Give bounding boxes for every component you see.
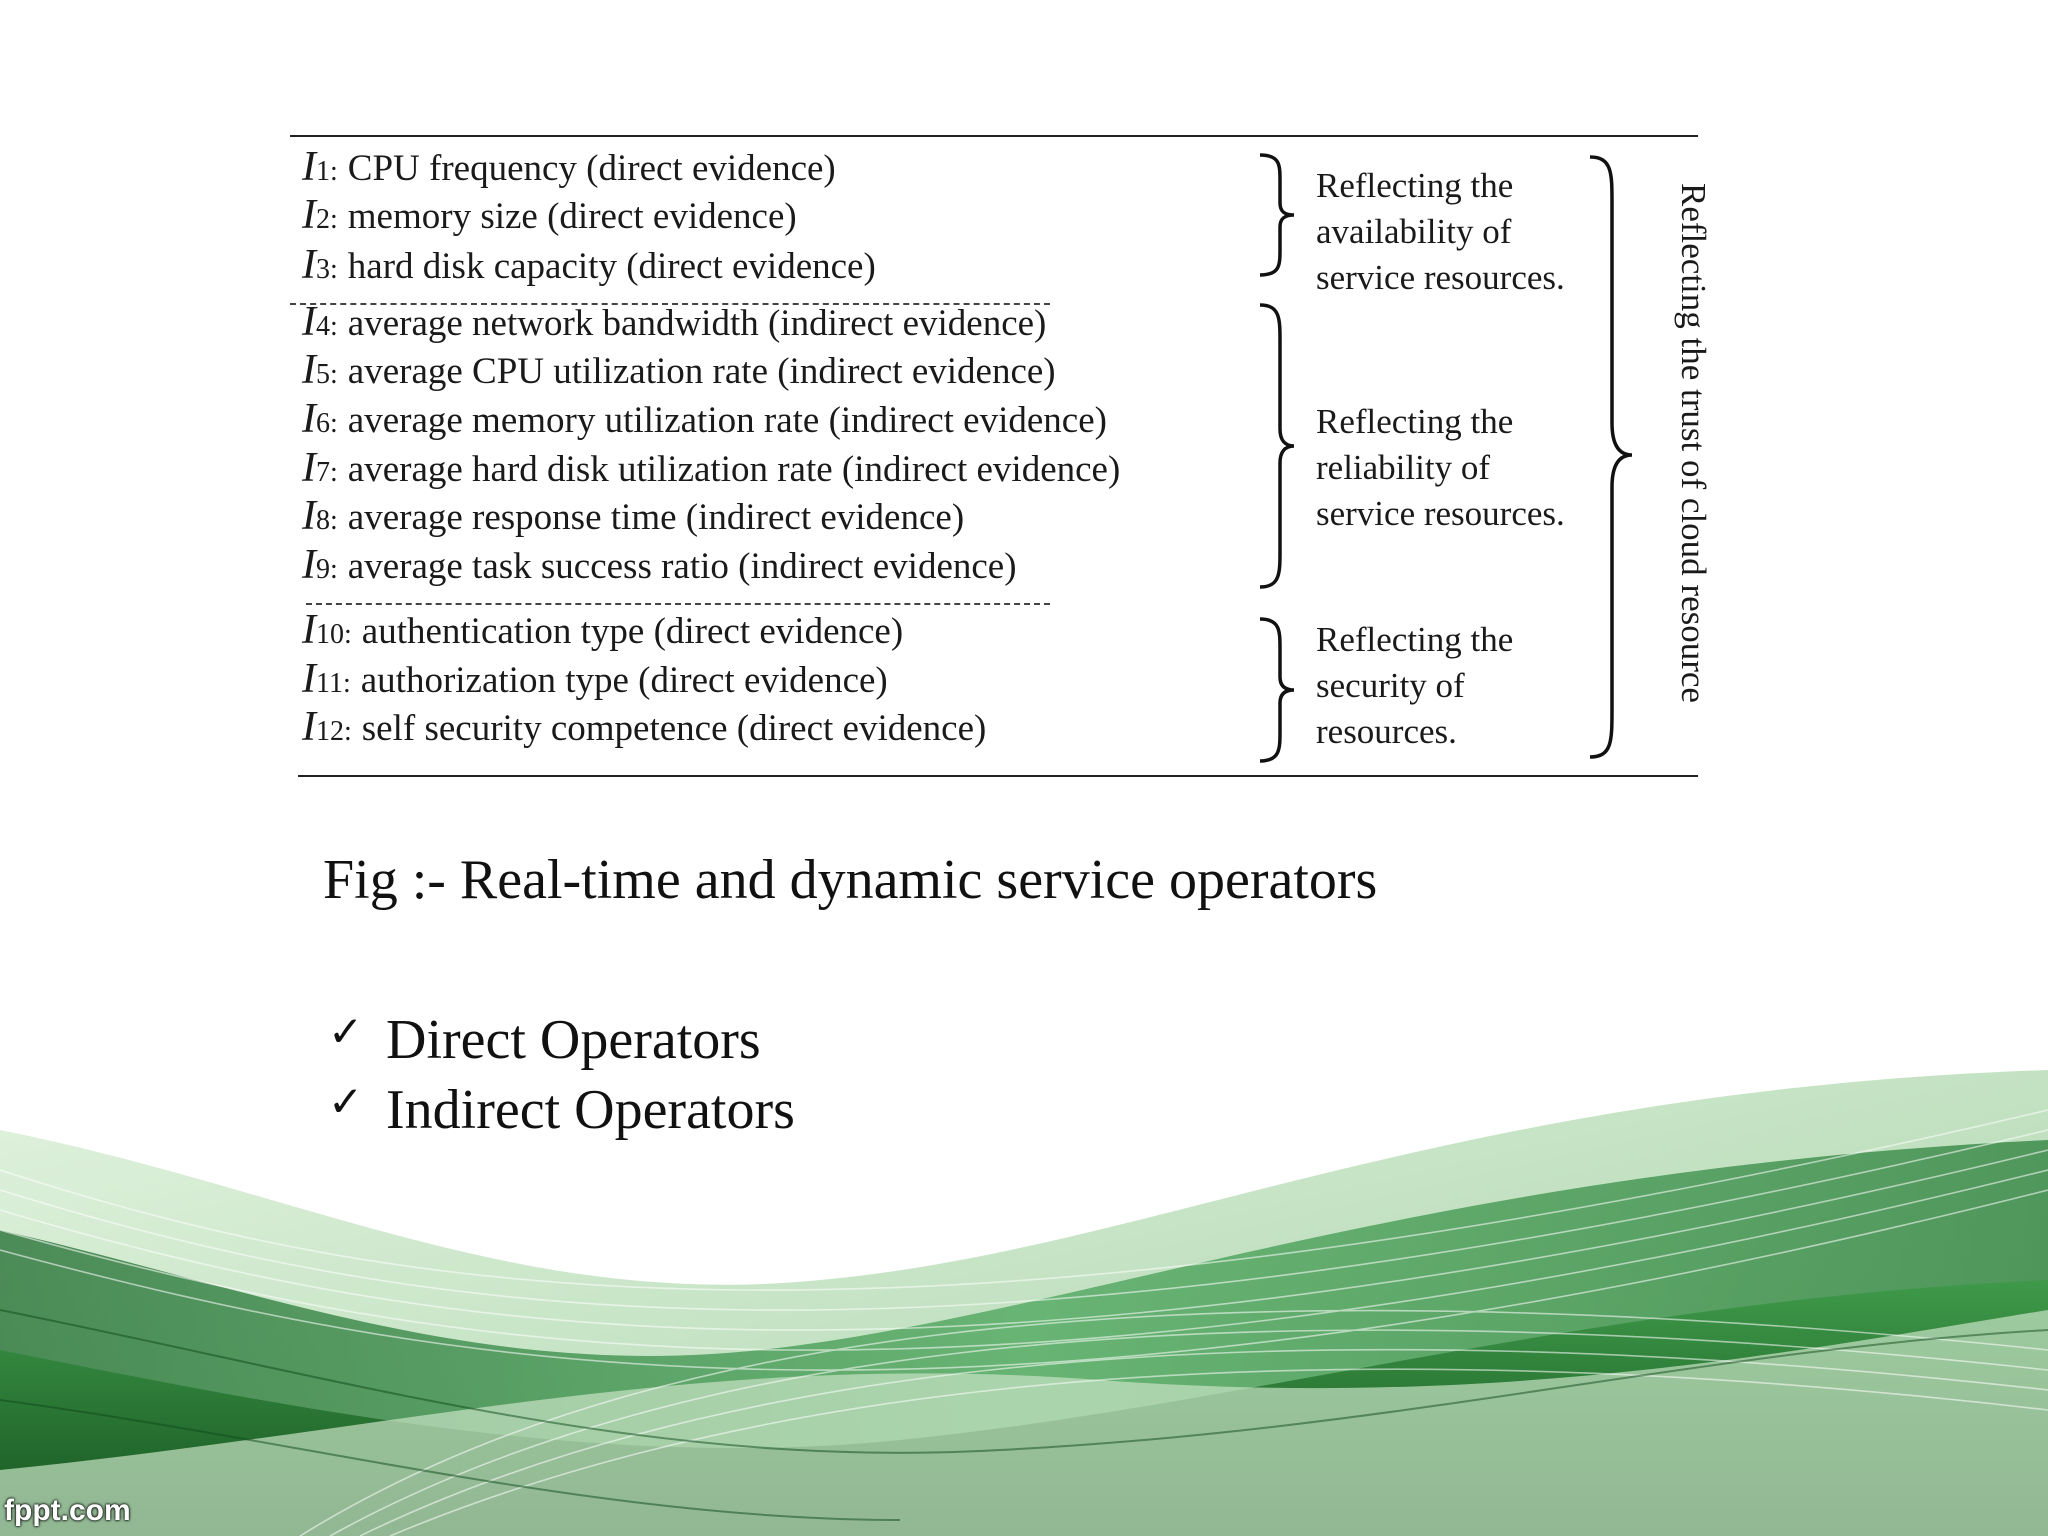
indicator-index: 3: (316, 254, 338, 285)
group-label-line: security of (1316, 666, 1465, 705)
indicator-index: 4: (316, 311, 338, 342)
indicator-text: average task success ratio (indirect evidence) (347, 546, 1017, 587)
bottom-rule (298, 775, 1698, 777)
indicator-index: 10: (316, 619, 352, 650)
fppt-logo: fppt.com (4, 1494, 131, 1527)
overall-trust-label: Reflecting the trust of cloud resource (1674, 183, 1713, 703)
group-label-line: Reflecting the (1316, 402, 1514, 441)
indicator-row (302, 241, 876, 289)
indicator-row (302, 395, 1107, 443)
indicator-text: memory size (direct evidence) (347, 196, 797, 237)
indicator-var: I (302, 445, 316, 491)
indicator-row (302, 346, 1056, 394)
trust-indicator-figure (290, 133, 1713, 783)
indicator-var: I (302, 144, 316, 190)
top-rule (290, 135, 1698, 137)
check-icon: ✓ (328, 1010, 364, 1056)
indicator-index: 8: (316, 505, 338, 536)
indicator-text: authentication type (direct evidence) (361, 611, 904, 652)
indicator-var: I (302, 299, 316, 345)
bullet-list (328, 1005, 795, 1145)
indicator-text: average CPU utilization rate (indirect evidence) (347, 351, 1056, 392)
indicator-var: I (302, 396, 316, 442)
green-wave-background (0, 1050, 2048, 1536)
indicator-row (302, 191, 797, 239)
indicator-index: 9: (316, 554, 338, 585)
indicator-text: average network bandwidth (indirect evidence) (347, 303, 1047, 344)
indicator-var: I (302, 542, 316, 588)
check-icon: ✓ (328, 1080, 364, 1126)
indicator-row (302, 143, 836, 191)
brace-security-icon (1252, 615, 1302, 765)
group-label-line: availability of (1316, 212, 1512, 251)
indicator-index: 11: (316, 668, 351, 699)
indicator-var: I (302, 347, 316, 393)
indicator-row (302, 703, 986, 751)
indicator-text: CPU frequency (direct evidence) (347, 148, 836, 189)
indicator-text: average hard disk utilization rate (indirect evidence) (347, 449, 1121, 490)
indicator-row (302, 655, 888, 703)
group-label-line: Reflecting the (1316, 166, 1514, 205)
bullet-text: Direct Operators (386, 1009, 761, 1071)
indicator-index: 1: (316, 156, 338, 187)
indicator-text: authorization type (direct evidence) (360, 660, 888, 701)
group-label-line: service resources. (1316, 258, 1565, 297)
group-label (1316, 163, 1616, 301)
bullet-item (328, 1075, 795, 1145)
brace-availability-icon (1252, 151, 1302, 279)
indicator-row (302, 444, 1120, 492)
indicator-index: 12: (316, 716, 352, 747)
indicator-var: I (302, 704, 316, 750)
group-label-line: Reflecting the (1316, 620, 1514, 659)
brace-overall-icon (1580, 153, 1640, 761)
group-label-line: reliability of (1316, 448, 1490, 487)
indicator-var: I (302, 656, 316, 702)
group-label-line: resources. (1316, 712, 1457, 751)
brace-reliability-icon (1252, 301, 1302, 591)
bullet-text: Indirect Operators (386, 1079, 795, 1141)
indicator-row (302, 492, 964, 540)
indicator-row (302, 541, 1017, 589)
indicator-var: I (302, 192, 316, 238)
bullet-item (328, 1005, 795, 1075)
indicator-text: hard disk capacity (direct evidence) (347, 246, 876, 287)
separator-dash-2 (306, 603, 1050, 605)
indicator-text: average response time (indirect evidence) (347, 497, 965, 538)
indicator-var: I (302, 493, 316, 539)
figure-caption: Fig :- Real-time and dynamic service operators (323, 849, 1378, 911)
group-label (1316, 399, 1616, 537)
indicator-var: I (302, 607, 316, 653)
indicator-text: average memory utilization rate (indirect evidence) (347, 400, 1107, 441)
indicator-index: 2: (316, 204, 338, 235)
indicator-text: self security competence (direct evidence) (361, 708, 987, 749)
indicator-index: 6: (316, 408, 338, 439)
indicator-var: I (302, 242, 316, 288)
indicator-row (302, 298, 1046, 346)
indicator-row (302, 606, 903, 654)
indicator-index: 5: (316, 359, 338, 390)
indicator-index: 7: (316, 457, 338, 488)
group-label-line: service resources. (1316, 494, 1565, 533)
group-label (1316, 617, 1616, 755)
